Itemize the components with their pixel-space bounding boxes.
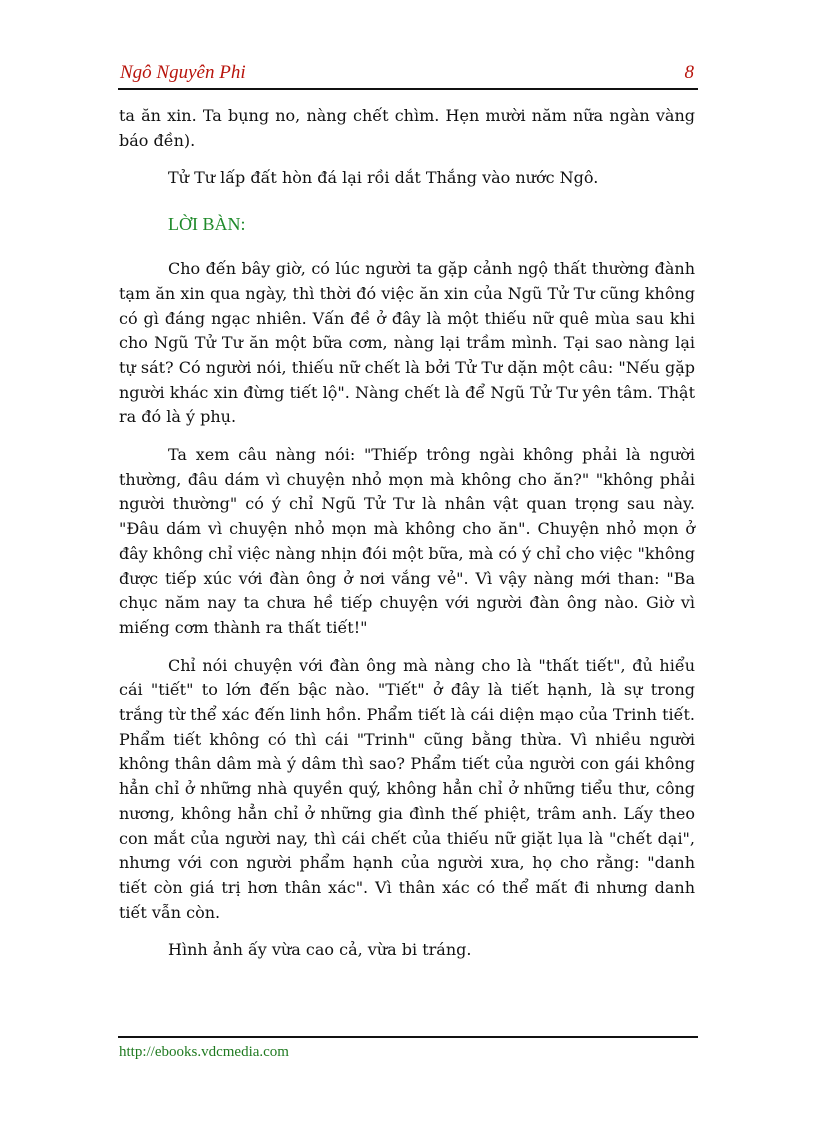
paragraph-commentary-3: Chỉ nói chuyện với đàn ông mà nàng cho là "thất tiết", đủ hiểu cái "tiết" to lớn đến bậc nào. "Tiết" ở đây là tiết hạnh, là sự trong trắng từ thể xác đến linh hồn. Phẩm tiết là cái diện mạo của Trinh tiết. Phẩm tiết không có thì cái "Trinh" cũng bằng thừa. Vì nhiều người không thân dâm mà ý dâm thì sao? Phẩm tiết của người con gái không hẳn chỉ ở những nhà quyền quý, không hẳn chỉ ở những tiểu thư, công nương, không hẳn chỉ ở những gia đình thế phiệt, trâm anh. Lấy theo con mắt của người nay, thì cái chết của thiếu nữ giặt lụa là "chết dại", nhưng với con người phẩm hạnh của người xưa, họ cho rằng: "danh tiết còn giá trị hơn thân xác". Vì thân xác có thể mất đi nhưng danh tiết vẫn còn. (119, 655, 695, 922)
paragraph-continuation: ta ăn xin. Ta bụng no, nàng chết chìm. Hẹn mười năm nữa ngàn vàng báo đền). (119, 106, 695, 150)
footer-divider (118, 1036, 698, 1038)
page-header (118, 60, 698, 90)
page-number: 8 (684, 62, 694, 83)
footer-url[interactable]: http://ebooks.vdcmedia.com (119, 1044, 289, 1060)
page-body (119, 104, 695, 976)
paragraph-commentary-2: Ta xem câu nàng nói: "Thiếp trông ngài không phải là người thường, đâu dám vì chuyện nhỏ mọn mà không cho ăn?" "không phải người thường" có ý chỉ Ngũ Tử Tư là nhân vật quan trọng sau này. "Đâu dám vì chuyện nhỏ mọn mà không cho ăn". Chuyện nhỏ mọn ở đây không chỉ việc nàng nhịn đói một bữa, mà có ý chỉ cho việc "không được tiếp xúc với đàn ông ở nơi vắng vẻ". Vì vậy nàng mới than: "Ba chục năm nay ta chưa hề tiếp chuyện với người đàn ông nào. Giờ vì miếng cơm thành ra thất tiết!" (119, 445, 695, 637)
section-heading: LỜI BÀN: (168, 214, 246, 235)
paragraph-tu-tu: Tử Tư lấp đất hòn đá lại rồi dắt Thắng vào nước Ngô. (168, 168, 599, 188)
header-author: Ngô Nguyên Phi (120, 62, 246, 83)
paragraph-closing: Hình ảnh ấy vừa cao cả, vừa bi tráng. (168, 940, 472, 960)
paragraph-commentary-1: Cho đến bây giờ, có lúc người ta gặp cảnh ngộ thất thường đành tạm ăn xin qua ngày, thì thời đó việc ăn xin của Ngũ Tử Tư cũng không có gì đáng ngạc nhiên. Vấn đề ở đây là một thiếu nữ quê mùa sau khi cho Ngũ Tử Tư ăn một bữa cơm, nàng lại trầm mình. Tại sao nàng lại tự sát? Có người nói, thiếu nữ chết là bởi Tử Tư dặn một câu: "Nếu gặp người khác xin đừng tiết lộ". Nàng chết là để Ngũ Tử Tư yên tâm. Thật ra đó là ý phụ. (119, 259, 695, 427)
